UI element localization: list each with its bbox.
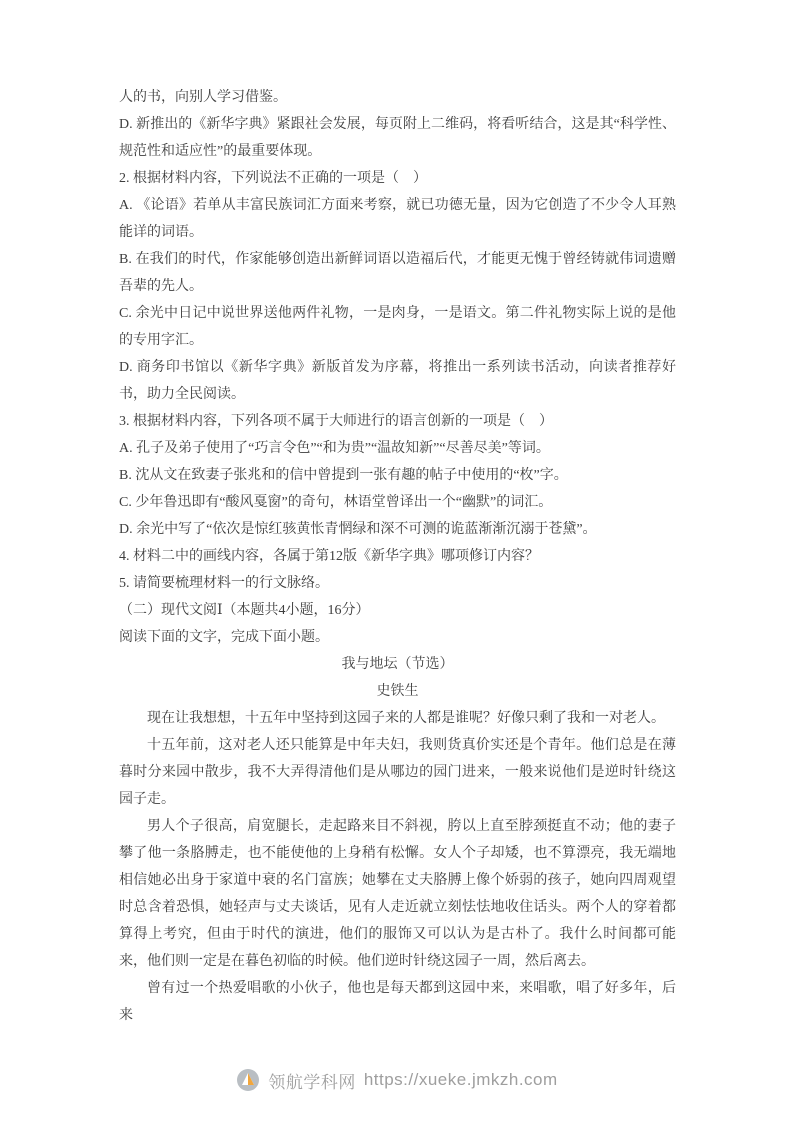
passage-author: 史铁生	[376, 684, 419, 699]
q2-option-c: C. 余光中日记中说世界送他两件礼物，一是肉身，一是语文。第二件礼物实际上说的是他的专用字汇。	[119, 306, 676, 348]
passage-paragraph: 曾有过一个热爱唱歌的小伙子，他也是每天都到这园中来，来唱歌，唱了好多年，后来	[119, 981, 676, 1023]
question-2: 2. 根据材料内容，下列说法不正确的一项是（ ）	[119, 171, 427, 186]
q3-option-c: C. 少年鲁迅即有“酸风戛窗”的奇句，林语堂曾译出一个“幽默”的词汇。	[119, 495, 553, 510]
section-heading: （二）现代文阅Ⅰ（本题共4小题，16分）	[119, 603, 370, 618]
q3-option-b: B. 沈从文在致妻子张兆和的信中曾提到一张有趣的帖子中使用的“枚”字。	[119, 468, 568, 483]
passage-title: 我与地坛（节选）	[341, 657, 454, 672]
reading-instruction: 阅读下面的文字，完成下面小题。	[119, 630, 329, 645]
q3-option-a: A. 孔子及弟子使用了“巧言令色”“和为贵”“温故知新”“尽善尽美”等词。	[119, 441, 550, 456]
watermark-site-name: 领航学科网	[268, 1072, 356, 1092]
watermark-url: https://xueke.jmkzh.com	[363, 1070, 558, 1089]
q2-option-b: B. 在我们的时代，作家能够创造出新鲜词语以造福后代，才能更无愧于曾经铸就伟词遗赠吾辈的先人。	[119, 252, 676, 294]
question-4: 4. 材料二中的画线内容，各属于第12版《新华字典》哪项修订内容？	[119, 549, 539, 564]
question-3: 3. 根据材料内容，下列各项不属于大师进行的语言创新的一项是（ ）	[119, 414, 553, 429]
question-5: 5. 请简要梳理材料一的行文脉络。	[119, 576, 329, 591]
watermark-footer	[0, 1064, 794, 1096]
q3-option-d: D. 余光中写了“依次是惊红骇黄怅青惘绿和深不可测的诡蓝渐渐沉溺于苍黛”。	[119, 522, 597, 537]
passage-paragraph: 男人个子很高，肩宽腿长，走起路来目不斜视，胯以上直至脖颈挺直不动；他的妻子攀了他一条胳膊走，也不能使他的上身稍有松懈。女人个子却矮，也不算漂亮，我无端地相信她必出身于家道中衰的名门富族；她攀在丈夫胳膊上像个娇弱的孩子，她向四周观望时总含着恐惧，她轻声与丈夫谈话，见有人走近就立刻怯怯地收住话头。两个人的穿着都算得上考究，但由于时代的演进，他们的服饰又可以认为是古朴了。我什么时间都可能来，他们则一定是在暮色初临的时候。他们逆时针绕这园子一周，然后离去。	[119, 819, 676, 969]
carryover-line: 人的书，向别人学习借鉴。	[119, 90, 287, 105]
q1-option-d: D. 新推出的《新华字典》紧跟社会发展，每页附上二维码，将看听结合，这是其“科学性、规范性和适应性”的最重要体现。	[119, 117, 676, 159]
site-logo-icon	[236, 1068, 260, 1092]
passage-paragraph: 十五年前，这对老人还只能算是中年夫妇，我则货真价实还是个青年。他们总是在薄暮时分来园中散步，我不大弄得清他们是从哪边的园门进来，一般来说他们是逆时针绕这园子走。	[119, 738, 676, 807]
document-body	[119, 84, 676, 1029]
q2-option-d: D. 商务印书馆以《新华字典》新版首发为序幕，将推出一系列读书活动，向读者推荐好书，助力全民阅读。	[119, 360, 676, 402]
q2-option-a: A. 《论语》若单从丰富民族词汇方面来考察，就已功德无量，因为它创造了不少令人耳熟能详的词语。	[119, 198, 676, 240]
passage-paragraph: 现在让我想想，十五年中坚持到这园子来的人都是谁呢？好像只剩了我和一对老人。	[147, 711, 665, 726]
